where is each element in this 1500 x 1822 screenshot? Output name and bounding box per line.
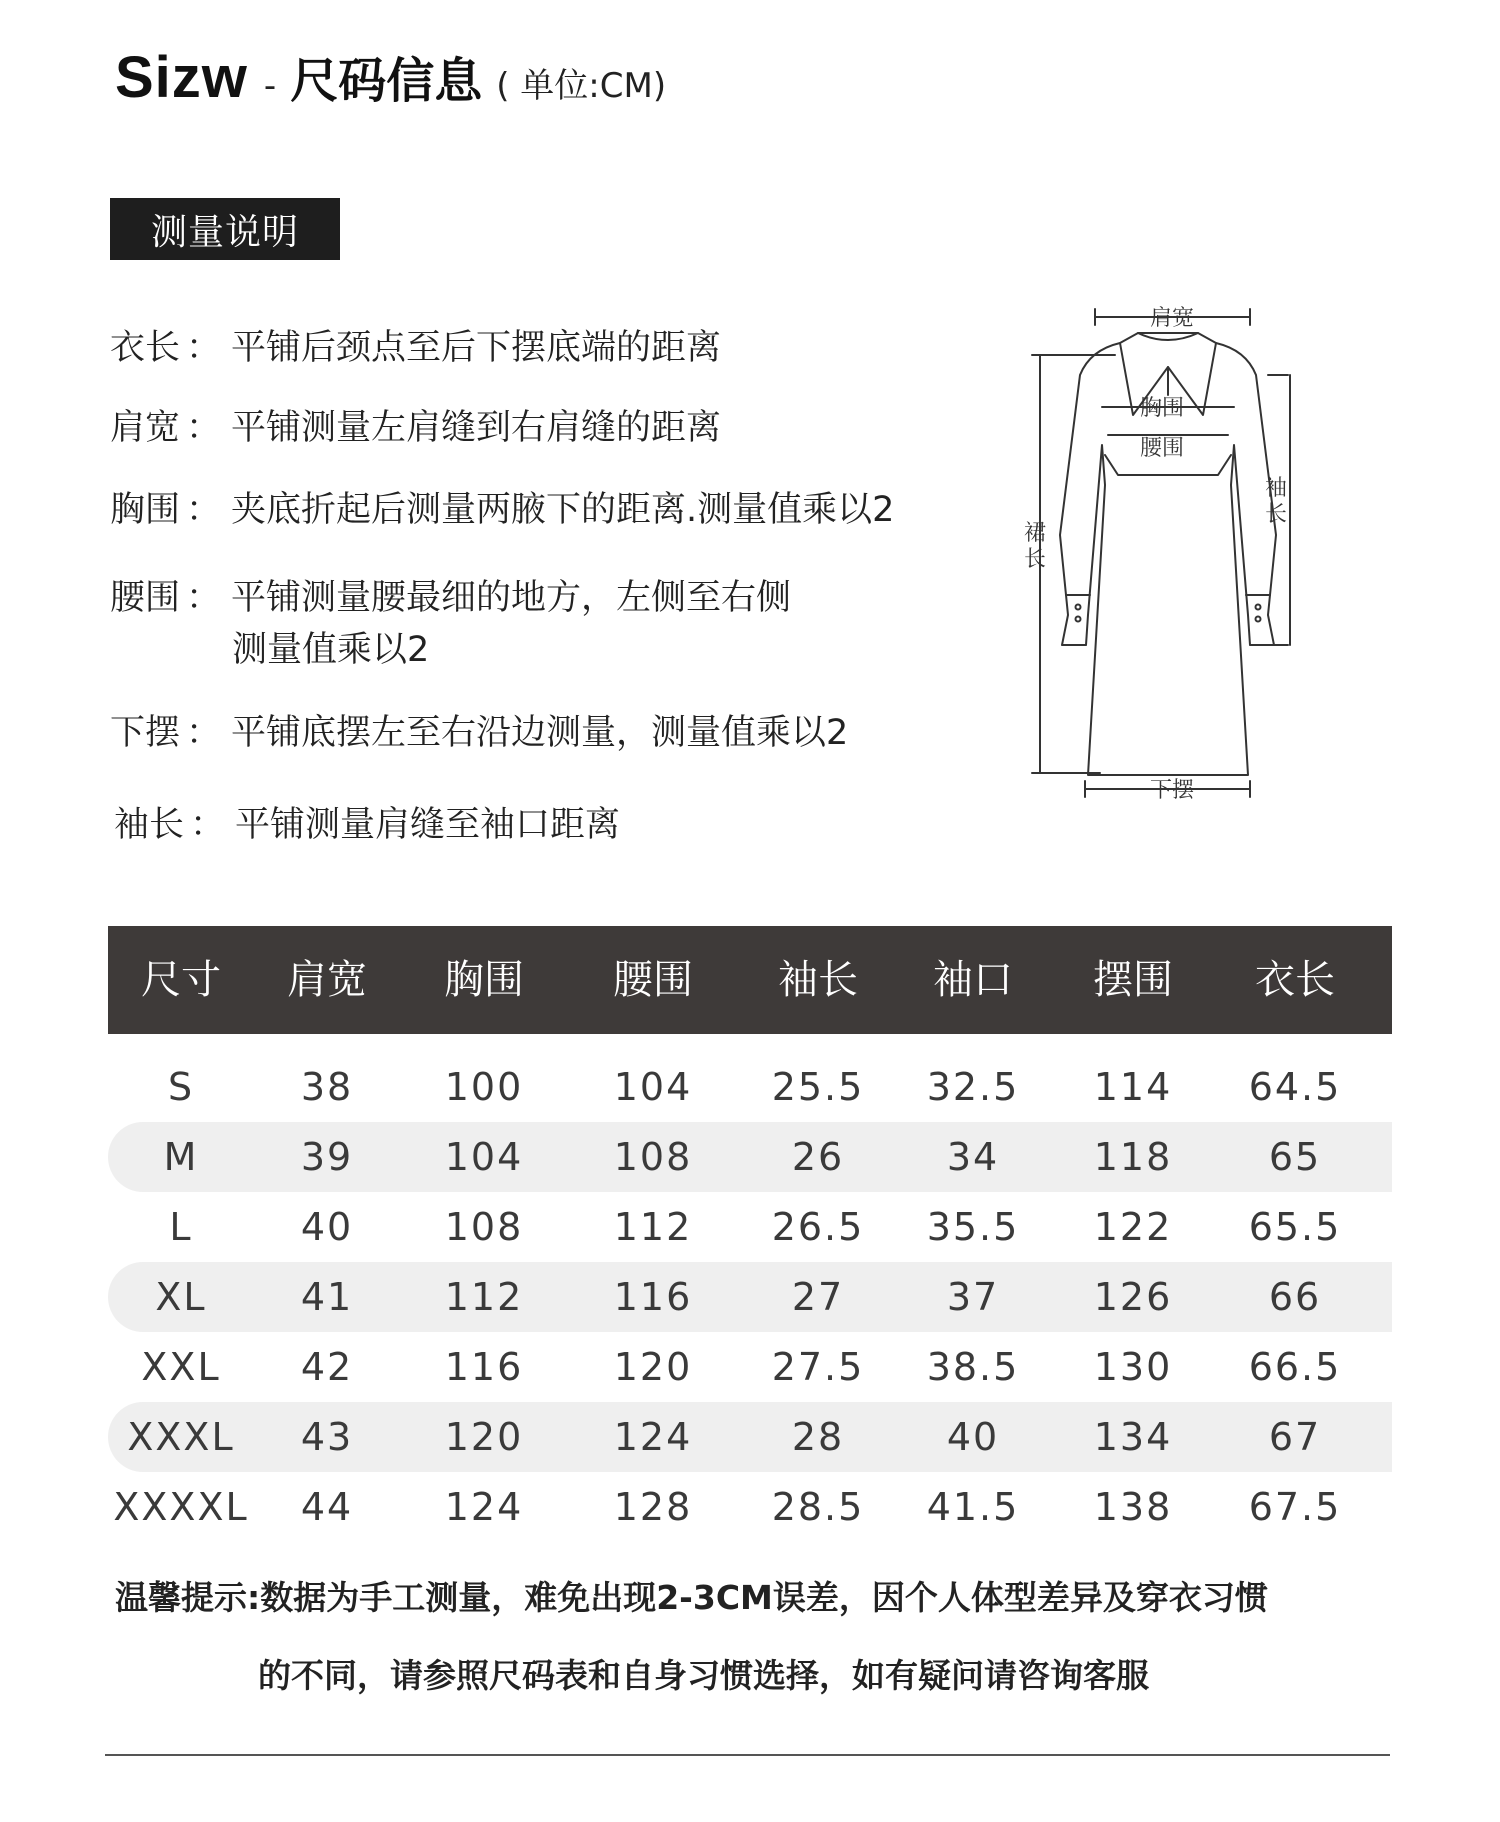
table-row bbox=[108, 1332, 1392, 1402]
table-cell: 28.5 bbox=[771, 1485, 865, 1529]
header-chest: 胸围 bbox=[444, 957, 524, 1003]
table-cell: 64.5 bbox=[1248, 1065, 1342, 1109]
table-cell: 112 bbox=[613, 1205, 693, 1249]
table-cell: 39 bbox=[300, 1135, 354, 1179]
table-row bbox=[108, 1192, 1392, 1262]
table-cell: 126 bbox=[1093, 1275, 1173, 1319]
header-shoulder: 肩宽 bbox=[287, 957, 367, 1003]
table-cell: 25.5 bbox=[771, 1065, 865, 1109]
table-cell: 108 bbox=[444, 1205, 524, 1249]
table-cell: XXXXL bbox=[113, 1485, 249, 1529]
instruction-text: 平铺底摆左至右沿边测量，测量值乘以2 bbox=[231, 713, 849, 753]
table-row bbox=[108, 1122, 1392, 1192]
instruction-length: 衣长 ： 平铺后颈点至后下摆底端的距离 bbox=[110, 320, 721, 370]
table-cell: XXL bbox=[141, 1345, 221, 1389]
instruction-waist-line2: 测量值乘以2 bbox=[232, 630, 430, 670]
table-cell: 122 bbox=[1093, 1205, 1173, 1249]
table-cell: 67 bbox=[1268, 1415, 1322, 1459]
bottom-divider bbox=[105, 1754, 1390, 1756]
instruction-text: 平铺后颈点至后下摆底端的距离 bbox=[231, 328, 722, 368]
diagram-label-waist: 腰围 bbox=[1140, 436, 1185, 461]
table-cell: 27 bbox=[791, 1275, 845, 1319]
table-cell: 35.5 bbox=[926, 1205, 1020, 1249]
tip-line-1: 温馨提示:数据为手工测量，难免出现2-3CM误差，因个人体型差异及穿衣习惯 bbox=[115, 1578, 1268, 1617]
table-cell: 120 bbox=[444, 1415, 524, 1459]
table-row bbox=[108, 1262, 1392, 1332]
table-cell: 100 bbox=[444, 1065, 524, 1109]
instruction-key: 腰围 bbox=[110, 578, 181, 618]
table-cell: 118 bbox=[1093, 1135, 1173, 1179]
table-cell: 26 bbox=[791, 1135, 845, 1179]
instruction-text: 平铺测量肩缝至袖口距离 bbox=[235, 805, 621, 845]
instruction-hem: 下摆 ： 平铺底摆左至右沿边测量，测量值乘以2 bbox=[110, 705, 848, 755]
title-main: 尺码信息 bbox=[290, 53, 483, 109]
table-cell: 41.5 bbox=[926, 1485, 1020, 1529]
instruction-text: 平铺测量腰最细的地方，左侧至右侧 bbox=[231, 578, 792, 618]
table-cell: 120 bbox=[613, 1345, 693, 1389]
table-cell: 26.5 bbox=[771, 1205, 865, 1249]
tip-line-2: 的不同，请参照尺码表和自身习惯选择，如有疑问请咨询客服 bbox=[258, 1656, 1149, 1695]
table-cell: M bbox=[163, 1135, 199, 1179]
header-cuff: 袖口 bbox=[933, 957, 1013, 1003]
diagram-label-shoulder: 肩宽 bbox=[1150, 306, 1195, 331]
table-cell: 43 bbox=[300, 1415, 354, 1459]
table-cell: 38 bbox=[300, 1065, 354, 1109]
diagram-label-chest: 胸围 bbox=[1140, 396, 1185, 421]
table-cell: 104 bbox=[613, 1065, 693, 1109]
table-cell: 37 bbox=[946, 1275, 1000, 1319]
table-cell: 124 bbox=[613, 1415, 693, 1459]
table-cell: XL bbox=[155, 1275, 207, 1319]
instruction-key: 肩宽 bbox=[110, 408, 181, 448]
table-row bbox=[108, 1052, 1392, 1122]
instruction-text: 平铺测量左肩缝到右肩缝的距离 bbox=[231, 408, 722, 448]
instruction-key: 下摆 bbox=[110, 713, 181, 753]
table-cell: 128 bbox=[613, 1485, 693, 1529]
diagram-label-sleeve-1: 袖 bbox=[1265, 476, 1288, 501]
page-title bbox=[115, 42, 666, 122]
instruction-waist: 腰围 ： 平铺测量腰最细的地方，左侧至右侧 bbox=[110, 570, 791, 620]
instruction-shoulder: 肩宽 ： 平铺测量左肩缝到右肩缝的距离 bbox=[110, 400, 721, 450]
section-label: 测量说明 bbox=[110, 198, 340, 260]
title-unit: ( 单位:CM) bbox=[496, 66, 667, 106]
table-cell: 124 bbox=[444, 1485, 524, 1529]
table-cell: 104 bbox=[444, 1135, 524, 1179]
header-waist: 腰围 bbox=[613, 957, 693, 1003]
table-cell: 38.5 bbox=[926, 1345, 1020, 1389]
table-cell: 65.5 bbox=[1248, 1205, 1342, 1249]
instruction-key: 衣长 bbox=[110, 328, 181, 368]
header-sleeve-length: 袖长 bbox=[778, 957, 858, 1003]
table-cell: 138 bbox=[1093, 1485, 1173, 1529]
table-cell: 65 bbox=[1268, 1135, 1322, 1179]
table-cell: 44 bbox=[300, 1485, 354, 1529]
table-cell: 28 bbox=[791, 1415, 845, 1459]
header-length: 衣长 bbox=[1255, 957, 1335, 1003]
table-row bbox=[108, 1402, 1392, 1472]
size-table-header bbox=[108, 926, 1392, 1034]
instruction-chest: 胸围 ： 夹底折起后测量两腋下的距离.测量值乘以2 bbox=[110, 482, 894, 532]
instruction-sleeve: 袖长 ： 平铺测量肩缝至袖口距离 bbox=[114, 797, 620, 847]
diagram-label-skirt-1: 裙 bbox=[1024, 521, 1047, 546]
title-separator: - bbox=[263, 66, 277, 106]
table-cell: 27.5 bbox=[771, 1345, 865, 1389]
brand-name: Sizw bbox=[115, 45, 248, 110]
table-cell: 114 bbox=[1093, 1065, 1173, 1109]
table-cell: 41 bbox=[300, 1275, 354, 1319]
header-size: 尺寸 bbox=[141, 957, 221, 1003]
table-cell: 42 bbox=[300, 1345, 354, 1389]
table-cell: 108 bbox=[613, 1135, 693, 1179]
diagram-label-sleeve-2: 长 bbox=[1265, 502, 1288, 527]
table-cell: 67.5 bbox=[1248, 1485, 1342, 1529]
table-cell: L bbox=[169, 1205, 193, 1249]
diagram-label-skirt-2: 长 bbox=[1024, 547, 1047, 572]
dress-measurement-diagram bbox=[990, 295, 1288, 815]
instruction-text: 夹底折起后测量两腋下的距离.测量值乘以2 bbox=[231, 490, 895, 530]
instruction-key: 胸围 bbox=[110, 490, 181, 530]
table-cell: 130 bbox=[1093, 1345, 1173, 1389]
table-cell: XXXL bbox=[127, 1415, 235, 1459]
table-cell: 32.5 bbox=[926, 1065, 1020, 1109]
table-cell: S bbox=[167, 1065, 195, 1109]
table-cell: 116 bbox=[613, 1275, 693, 1319]
table-cell: 116 bbox=[444, 1345, 524, 1389]
table-row bbox=[108, 1472, 1392, 1542]
table-cell: 66 bbox=[1268, 1275, 1322, 1319]
instruction-key: 袖长 bbox=[114, 805, 185, 845]
table-cell: 134 bbox=[1093, 1415, 1173, 1459]
table-cell: 66.5 bbox=[1248, 1345, 1342, 1389]
header-hem: 摆围 bbox=[1093, 957, 1173, 1003]
diagram-label-hem: 下摆 bbox=[1150, 778, 1195, 803]
table-cell: 40 bbox=[300, 1205, 354, 1249]
table-cell: 40 bbox=[946, 1415, 1000, 1459]
table-cell: 34 bbox=[946, 1135, 1000, 1179]
table-cell: 112 bbox=[444, 1275, 524, 1319]
